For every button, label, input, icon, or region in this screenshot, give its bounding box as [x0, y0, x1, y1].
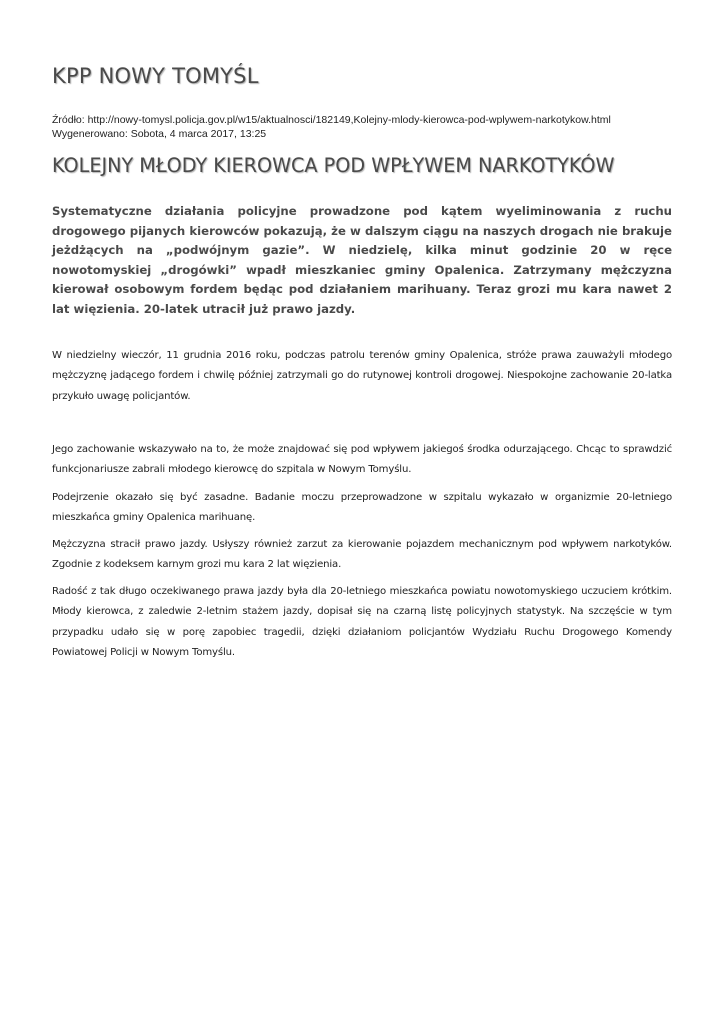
article-paragraph: Podejrzenie okazało się być zasadne. Badanie moczu przeprowadzone w szpitalu wykazało w organizmie 20-letniego mieszkańca gminy Opalenica marihuanę.	[52, 492, 672, 524]
article-lead: Systematyczne działania policyjne prowadzone pod kątem wyeliminowania z ruchu drogowego pijanych kierowców pokazują, że w dalszym ciągu na naszych drogach nie brakuje jeżdżących na „podwójnym gazie”. W niedzielę, kilka minut godzinie 20 w ręce nowotomyskiej „drogówki” wpadł mieszkaniec gminy Opalenica. Zatrzymany mężczyzna kierował osobowym fordem będąc pod działaniem marihuany. Teraz grozi mu kara nawet 2 lat więzienia. 20-latek utracił już prawo jazdy.	[52, 204, 672, 316]
article-title: KOLEJNY MŁODY KIEROWCA POD WPŁYWEM NARKOTYKÓW	[52, 154, 615, 177]
article-paragraph: Mężczyzna stracił prawo jazdy. Usłyszy również zarzut za kierowanie pojazdem mechanicznym pod wpływem narkotyków. Zgodnie z kodeksem karnym grozi mu kara 2 lat więzienia.	[52, 539, 672, 571]
article-paragraph: Jego zachowanie wskazywało na to, że może znajdować się pod wpływem jakiegoś środka odurzającego. Chcąc to sprawdzić funkcjonariusze zabrali młodego kierowcę do szpitala w Nowym Tomyślu.	[52, 444, 672, 476]
source-line: Źródło: http://nowy-tomysl.policja.gov.pl/w15/aktualnosci/182149,Kolejny-mlody-kierowca-pod-wplywem-narkotykow.html	[52, 114, 611, 126]
article-paragraph: W niedzielny wieczór, 11 grudnia 2016 roku, podczas patrolu terenów gminy Opalenica, stróże prawa zauważyli młodego mężczyznę jadącego fordem i chwilę później zatrzymali go do rutynowej kontroli drogowej. Niespokojne zachowanie 20-latka przykuło uwagę policjantów.	[52, 350, 672, 402]
document-meta	[52, 114, 672, 141]
article-paragraph: Radość z tak długo oczekiwanego prawa jazdy była dla 20-letniego mieszkańca powiatu nowotomyskiego uczuciem krótkim. Młody kierowca, z zaledwie 2-letnim stażem jazdy, dopisał się na czarną listę policyjnych statystyk. Na szczęście w tym przypadku udało się w porę zapobiec tragedii, dzięki działaniom policjantów Wydziału Ruchu Drogowego Komendy Powiatowej Policji w Nowym Tomyślu.	[52, 586, 672, 659]
site-title: KPP NOWY TOMYŚL	[52, 64, 259, 88]
generated-line: Wygenerowano: Sobota, 4 marca 2017, 13:25	[52, 127, 267, 140]
